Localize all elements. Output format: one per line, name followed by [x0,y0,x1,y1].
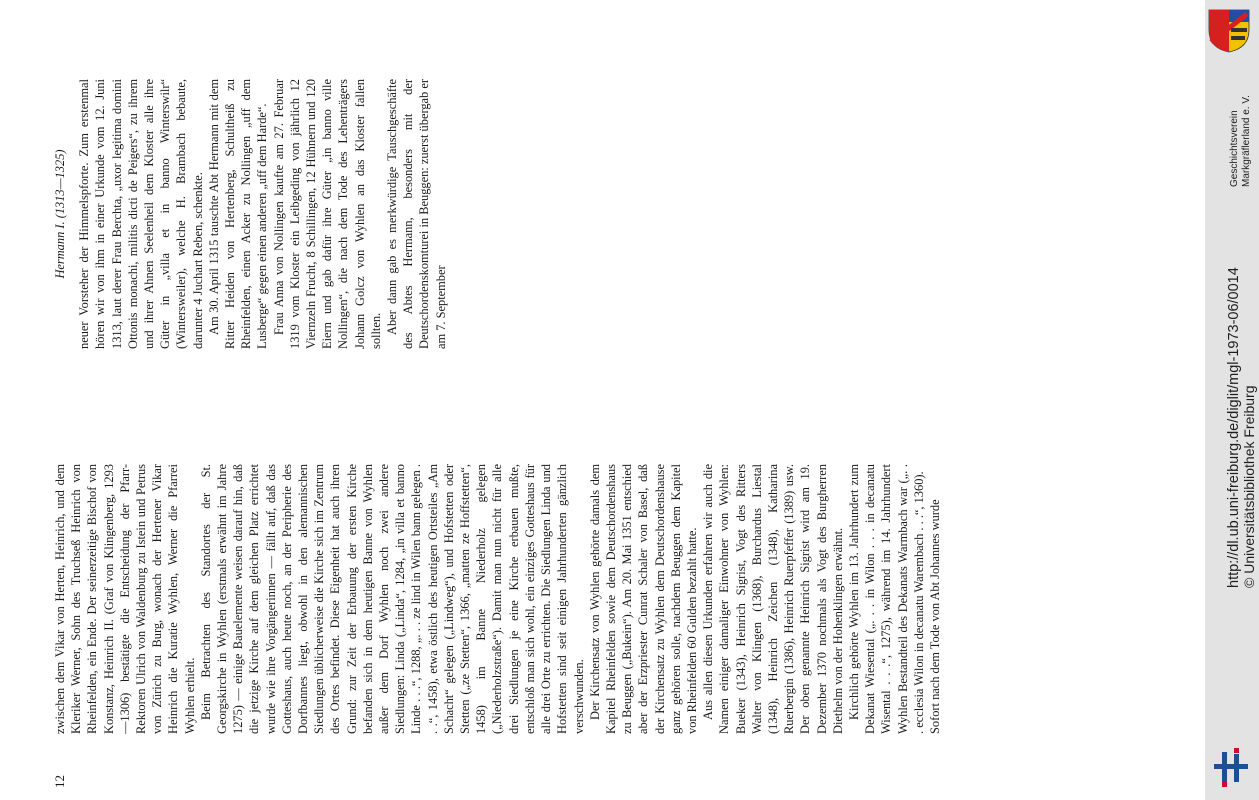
sidebar-rotated-text [1205,0,1259,800]
document-url[interactable]: http://dl.ub.uni-freiburg.de/diglit/mgl-1973-06/0014 [1226,267,1242,588]
text-column-left [52,464,943,734]
society-name-line2: Markgräflerland e. V. [1241,95,1252,187]
viewer-sidebar [1205,0,1259,800]
paragraph: neuer Vorsteher der Himmelspforte. Zum erstenmal hören wir von ihm in einer Urkunde vom 12. Juni 1313, laut derer Frau Berchta, „uxor legitima domini Ottonis monachi, militis dicti de Peigers“, zu ihrem und ihrer Ahnen Seelenheil dem Kloster alle ihre Güter in „villa et in banno Winterswilr“ (Wintersweiler), welche H. Brambach bebaute, darunter 4 Juchart Reben, schenkte. [77,79,205,349]
paragraph: zwischen dem Vikar von Herten, Heinrich, und dem Kleriker Werner, Sohn des Truchseß Heinrich von Rheinfelden, ein Ende. Der seinerzeitige Bischof von Konstanz, Heinrich II. (Graf von Klingenberg, 1293—1306) bestätigte die Entscheidung der Pfarr-Rektoren Ulrich von Waldenburg zu Istein und Petrus von Zürich zu Burg, wonach der Hertener Vikar Heinrich die Kuratie Wyhlen, Werner die Pfarrei Wyhlen erhielt. [53,464,197,734]
paragraph: Kirchlich gehörte Wyhlen im 13. Jahrhundert zum Dekanat Wiesental („. . . in Wilon . . . in decanatu Wisental . . .“, 1275), während im 14. Jahrhundert Wyhlen Bestandteil des Dekanats Warmbach war („. . . ecclesia Wilon in decanatu Warembach . . .“, 1360). [846,464,926,734]
university-logo-icon[interactable] [1210,746,1252,788]
paragraph: Beim Betrachten des Standortes der St. Georgskirche in Wyhlen (erstmals erwähnt im Jahre 1275) — einige Bauelemente weisen darauf hin, daß die jetzige Kirche auf dem gleichen Platz errichtet wurde wie ihre Vorgängerinnen — fällt auf, daß das Gotteshaus, auch heute noch, an der Peripherie des Dorfbannes liegt, obwohl in den alemannischen Siedlungen üblicherweise die Kirche sich im Zentrum des Ortes befindet. Diese Eigenheit hat auch ihren Grund: zur Zeit der Erbauung der ersten Kirche befanden sich in dem heutigen Banne von Wyhlen außer dem Dorf Wyhlen noch zwei andere Siedlungen: Linda („Linda“, 1284, „in villa et banno Linde . . .“, 1288, „. . . ze lind in Wilen bann gelegen . . .“, 1458), etwa östlich des heutigen Ortsteiles „Am Schacht“ gelegen („Lindweg“), und Hofstetten oder Stetten („ze Stetten“, 1366, „matten ze Hoffstetten“, 1458) im Banne Niederholz gelegen („Niederholzstraße“). Damit man nun nicht für alle drei Siedlungen je eine Kirche erbauen mußte, entschloß man sich wohl, ein einziges Gotteshaus für alle drei Orte zu errichten. Die Siedlungen Linda und Hofstetten sind seit einigen Jahrhunderten gänzlich verschwunden. [198,464,586,734]
paragraph: Aus allen diesen Urkunden erfahren wir auch die Namen einiger damaliger Einwohner von Wyhlen: Bueker (1343), Heinrich Sigrist, Vogt des Ritters Walter von Klingen (1368), Burchardus Liestal (1348), Heinrich Zeichen (1348), Katharina Ruerbergin (1386), Heinrich Ruerpfeffer (1389) usw. Der oben genannte Heinrich Sigrist wird am 19. Dezember 1370 nochmals als Vogt des Burgherren Diethelm von der Hohenklingen erwähnt. [701,464,845,734]
paragraph: Am 30. April 1315 tauschte Abt Hermann mit dem Ritter Heiden von Hertenberg, Schultheiß zu Rheinfelden, einen Acker zu Nollingen „uff dem Lusberge“ gegen einen anderen „uff dem Harde“. [206,79,270,349]
society-name-line1: Geschichtsverein [1229,110,1240,187]
paragraph: Der Kirchensatz von Wyhlen gehörte damals dem Kapitel Rheinfelden sowie dem Deutschordenshaus zu Beuggen („Bukein“). Am 20. Mai 1351 entschied aber der Erzpriester Cunrat Schaler von Basel, daß der Kirchensatz zu Wyhlen dem Deutschordenshause ganz gehören solle, nachdem Beuggen dem Kapitel von Rheinfelden 60 Gulden bezahlt hatte. [587,464,699,734]
copyright-notice: © Universitätsbibliothek Freiburg [1241,385,1257,588]
section-heading: Hermann I. (1313—1325) [53,149,67,279]
rotated-page-content [52,6,1052,794]
paragraph: Frau Anna von Nollingen kaufte am 27. Februar 1319 vom Kloster ein Leibgeding von jährlich 12 Viernzeln Frucht, 8 Schillingen, 12 Hühnern und 120 Eiern und gab dafür ihre Güter „in banno ville Nollingen“, die nach dem Tode des Lehenträgers Johann Golcz von Wyhlen an das Kloster fallen sollten. [271,79,383,349]
closing-line: Sofort nach dem Tode von Abt Johannes wurde [927,499,942,734]
paragraph: Aber dann gab es merkwürdige Tauschgeschäfte des Abtes Hermann, besonders mit der Deutschordenskomturei in Beuggen: zuerst übergab er am 7. September [385,79,448,349]
page-number: 12 [52,775,67,788]
text-column-right [52,79,449,349]
coat-of-arms-icon [1207,8,1251,54]
